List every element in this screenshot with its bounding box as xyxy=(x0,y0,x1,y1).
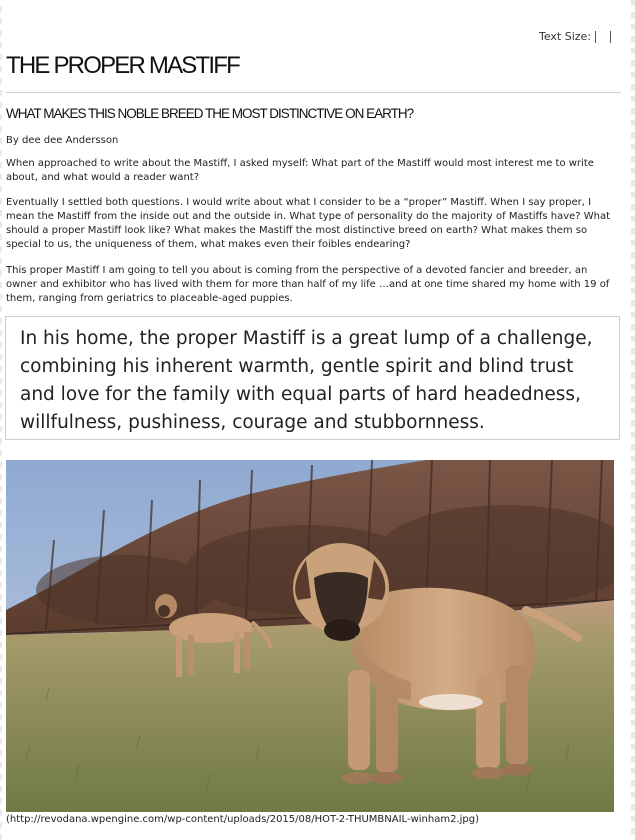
title-divider xyxy=(6,92,621,93)
pull-quote-box xyxy=(5,316,620,440)
photo-caption: (http://revodana.wpengine.com/wp-content/uploads/2015/08/HOT-2-THUMBNAIL-winham2.jpg) xyxy=(6,814,479,825)
article-subtitle: WHAT MAKES THIS NOBLE BREED THE MOST DISTINCTIVE ON EARTH? xyxy=(6,106,414,121)
article-paragraph: Eventually I settled both questions. I would write about what I consider to be a “proper” Mastiff. When I say proper, I mean the Mastiff from the inside out and the outside in. What type of personality do the majority of Mastiffs have? What should a proper Mastiff look like? What makes the Mastiff the most distinctive breed on earth? What makes them so special to us, the uniqueness of them, what makes even their foibles endearing? xyxy=(6,197,611,250)
article-page xyxy=(2,0,631,840)
article-paragraph: This proper Mastiff I am going to tell you about is coming from the perspective of a devoted fancier and breeder, an owner and exhibitor who has lived with them for more than half of my life …and at one time shared my home with 19 of them, ranging from geriatrics to placeable-aged puppies. xyxy=(6,265,610,304)
article-paragraph: When approached to write about the Mastiff, I asked myself: What part of the Mastiff would most interest me to write about, and what would a reader want? xyxy=(6,158,594,183)
article-title: THE PROPER MASTIFF xyxy=(6,52,239,79)
article-byline: By dee dee Andersson xyxy=(6,135,119,146)
text-size-label: Text Size: xyxy=(539,30,592,43)
text-size-divider xyxy=(610,31,611,43)
pull-quote-text: In his home, the proper Mastiff is a great lump of a challenge, combining his inherent warmth, gentle spirit and blind trust and love for the family with equal parts of hard headedness, willfulness, pushiness, courage and stubbornness. xyxy=(20,328,593,433)
text-size-control[interactable] xyxy=(539,30,611,43)
mastiff-photo xyxy=(6,460,614,812)
text-size-cursor xyxy=(595,31,596,43)
